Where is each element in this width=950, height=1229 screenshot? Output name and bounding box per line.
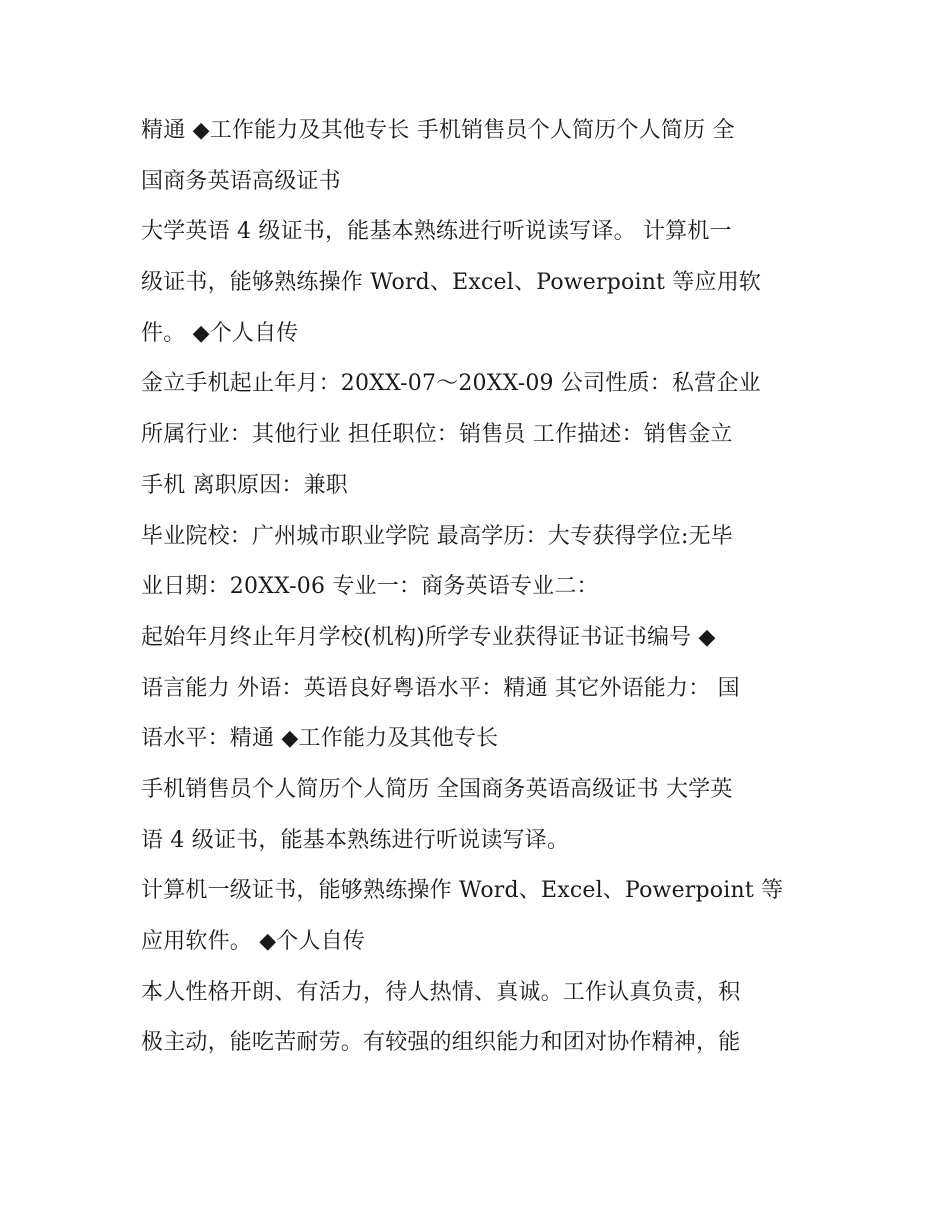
text-line: 极主动，能吃苦耐劳。有较强的组织能力和团对协作精神，能	[141, 1030, 741, 1056]
text-line: 业日期：20XX-06 专业一：商务英语专业二：	[141, 574, 599, 600]
text-line: 金立手机起止年月：20XX-07～20XX-09 公司性质：私营企业	[141, 371, 761, 397]
text-line: 所属行业：其他行业 担任职位：销售员 工作描述：销售金立	[141, 422, 733, 448]
text-line: 语水平：精通 ◆工作能力及其他专长	[141, 726, 499, 752]
text-line: 手机 离职原因：兼职	[141, 472, 348, 498]
text-line: 件。 ◆个人自传	[141, 320, 299, 346]
text-line: 级证书，能够熟练操作 Word、Excel、Powerpoint 等应用软	[141, 270, 762, 296]
text-line: 计算机一级证书，能够熟练操作 Word、Excel、Powerpoint 等	[141, 878, 784, 904]
text-line: 大学英语 4 级证书，能基本熟练进行听说读写译。 计算机一	[141, 219, 732, 245]
text-line: 语 4 级证书，能基本熟练进行听说读写译。	[141, 827, 570, 853]
text-line: 起始年月终止年月学校(机构)所学专业获得证书证书编号 ◆	[141, 624, 716, 650]
text-line: 国商务英语高级证书	[141, 168, 341, 194]
text-line: 手机销售员个人简历个人简历 全国商务英语高级证书 大学英	[141, 776, 733, 802]
text-line: 应用软件。 ◆个人自传	[141, 929, 366, 954]
text-line: 精通 ◆工作能力及其他专长 手机销售员个人简历个人简历 全	[141, 118, 735, 143]
text-line: 本人性格开朗、有活力，待人热情、真诚。工作认真负责，积	[141, 979, 741, 1005]
text-line: 语言能力 外语：英语良好粤语水平：精通 其它外语能力： 国	[141, 675, 740, 701]
text-line: 毕业院校：广州城市职业学院 最高学历：大专获得学位:无毕	[141, 523, 734, 549]
document-body	[141, 106, 811, 1069]
